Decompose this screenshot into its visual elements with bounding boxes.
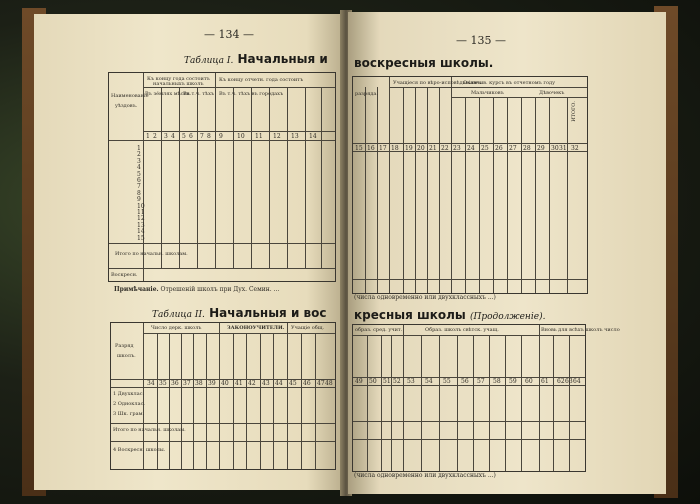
column-number: 1 <box>146 133 150 140</box>
r-group-b-header: Оканчив. курсъ въ отчетномъ году <box>463 80 556 86</box>
column-number: 57 <box>477 378 485 385</box>
column-number: 3 <box>164 133 168 140</box>
sub-header-1: Въ зе́млях мѣстн. <box>145 91 192 97</box>
column-number: 38 <box>195 380 203 387</box>
column-number: 53 <box>407 378 415 385</box>
column-number: 43 <box>262 380 270 387</box>
column-number: 47 <box>317 380 325 387</box>
table1-title <box>184 52 328 66</box>
column-number: 6 <box>189 133 193 140</box>
t2-group-a: Число дерк. школъ <box>151 325 202 331</box>
table2-title-right-text: кресныя школы <box>354 308 466 322</box>
page-number: — 134 — <box>204 28 254 41</box>
column-number: 5 <box>182 133 186 140</box>
column-number: 15 <box>355 145 363 152</box>
right-page <box>348 12 666 494</box>
col-kind-header-2: школъ. <box>117 353 136 359</box>
column-number: 55 <box>443 378 451 385</box>
page-number-right: — 135 — <box>456 34 506 47</box>
table2-title-prefix: Таблица II. <box>152 310 205 320</box>
row-number: 10 <box>137 202 145 210</box>
column-number: 24 <box>467 145 475 152</box>
t2-group-b: ЗАКОНОУЧИТЕЛИ. <box>227 325 285 331</box>
column-number: 36 <box>171 380 179 387</box>
column-number: 14 <box>309 133 317 140</box>
column-number: 2 <box>153 133 157 140</box>
col-kind-header: Разряд <box>115 343 134 349</box>
column-number: 10 <box>237 133 245 140</box>
column-number: 52 <box>393 378 401 385</box>
row-number: 3 <box>137 157 141 165</box>
table1-right <box>352 76 588 294</box>
column-number: 42 <box>248 380 256 387</box>
row-number: 8 <box>137 189 141 197</box>
table2-left <box>110 322 336 470</box>
column-number: 32 <box>571 145 579 152</box>
row-number: 1 <box>137 145 141 152</box>
column-number: 54 <box>425 378 433 385</box>
column-number: 61 <box>541 378 549 385</box>
column-number: 9 <box>219 133 223 140</box>
row-label: Итого по начальн. школам. <box>113 427 186 433</box>
column-number: 44 <box>275 380 283 387</box>
table2-right <box>352 324 620 472</box>
table2-title-text: Начальныя и вос <box>209 306 327 320</box>
r-group-a-header: Учащіеся по вѣро-исповѣданіямъ. <box>393 80 483 86</box>
column-number: 48 <box>325 380 333 387</box>
column-number: 21 <box>429 145 437 152</box>
column-number: 62 <box>557 378 565 385</box>
column-number: 34 <box>147 380 155 387</box>
col-name-header: Наименованіе <box>111 93 149 99</box>
row-number: 7 <box>137 183 141 191</box>
column-number: 20 <box>417 145 425 152</box>
column-number: 41 <box>235 380 243 387</box>
column-number: 59 <box>509 378 517 385</box>
column-number: 17 <box>379 145 387 152</box>
table2-title <box>152 306 326 320</box>
group-a-header-2: начальныхъ школъ <box>153 81 204 87</box>
column-number: 30 <box>551 145 559 152</box>
column-number: 26 <box>495 145 503 152</box>
column-number: 46 <box>303 380 311 387</box>
r2-group-a: образ. сред. учит. <box>355 327 403 333</box>
right-bottom-note: (числа одновременно или двухклассныхъ ...) <box>354 294 496 301</box>
column-number: 27 <box>509 145 517 152</box>
table1-title-right: воскресныя школы. <box>354 56 494 70</box>
column-number: 45 <box>289 380 297 387</box>
column-number: 31 <box>559 145 567 152</box>
r2-group-c: Вновь для всѣхъ школъ число <box>541 327 620 333</box>
row-label: 3 Шк. грам. <box>113 411 145 417</box>
column-number: 19 <box>405 145 413 152</box>
column-number: 16 <box>367 145 375 152</box>
col-name-header-2: уѣздовъ. <box>115 103 138 109</box>
r-sub-girls: Дѣвочекъ <box>539 90 565 96</box>
group-b-header: Къ концу отчетн. года состоитъ <box>219 77 304 83</box>
sub-header-2: Въ т.ч. тѣхъ <box>183 91 215 97</box>
table1-left <box>108 72 336 282</box>
r-sub-boys: Мальчиковъ <box>471 90 504 96</box>
column-number: 25 <box>481 145 489 152</box>
column-number: 60 <box>525 378 533 385</box>
row-label: 1 Двухклас. <box>113 391 145 397</box>
column-number: 49 <box>355 378 363 385</box>
column-number: 35 <box>159 380 167 387</box>
column-number: 18 <box>391 145 399 152</box>
row-number: 5 <box>137 170 141 178</box>
column-number: 58 <box>493 378 501 385</box>
column-number: 12 <box>273 133 281 140</box>
right-table2-bottom-note: (числа одновременно или двухклассныхъ ...) <box>354 472 496 479</box>
row-number: 11 <box>137 209 145 216</box>
column-number: 39 <box>208 380 216 387</box>
column-number: 7 <box>200 133 204 140</box>
column-number: 51 <box>383 378 391 385</box>
left-page <box>34 14 344 490</box>
sub-header-3: Въ т.ч. тѣхъ въ городахъ <box>219 91 284 97</box>
row-number: 4 <box>137 164 141 172</box>
column-number: 23 <box>453 145 461 152</box>
row-number: 12 <box>137 215 145 223</box>
column-number: 4 <box>171 133 175 140</box>
row-number: 15 <box>137 234 145 242</box>
row-label: 2 Одноклас. <box>113 401 145 407</box>
t2-group-c: Учащіе общ. <box>291 325 324 331</box>
table2-title-right-suffix: (Продолженіе). <box>469 312 546 322</box>
sunday-label: Воскресн. <box>111 272 138 278</box>
group-a-header: Къ концу года состоитъ <box>147 76 210 82</box>
column-number: 56 <box>461 378 469 385</box>
column-number: 29 <box>537 145 545 152</box>
row-number: 9 <box>137 196 141 204</box>
row-number: 2 <box>137 151 141 159</box>
column-number: 63 <box>565 378 573 385</box>
row-number: 13 <box>137 221 145 229</box>
column-number: 50 <box>369 378 377 385</box>
column-number: 8 <box>207 133 211 140</box>
column-number: 13 <box>291 133 299 140</box>
column-number: 22 <box>441 145 449 152</box>
note-label: Примѣчаніе. <box>114 286 159 293</box>
column-number: 37 <box>183 380 191 387</box>
table1-title-prefix: Таблица I. <box>184 56 234 66</box>
column-number: 11 <box>255 133 263 140</box>
r-col-a-header: разряда. <box>355 91 378 97</box>
r2-group-b: Образ. школъ свѣтск. учащ. <box>425 327 499 333</box>
total-label: Итого по начальн. школам. <box>115 251 188 257</box>
column-number: 28 <box>523 145 531 152</box>
table1-title-text: Начальныя и <box>237 52 328 66</box>
column-number: 40 <box>221 380 229 387</box>
row-number: 6 <box>137 177 141 184</box>
column-number: 64 <box>573 378 581 385</box>
note-text: Отрешеній школъ при Дух. Семин. ... <box>160 286 280 293</box>
r-total-header: ИТОГО. <box>571 101 577 122</box>
note <box>114 286 279 293</box>
row-number: 14 <box>137 228 145 236</box>
row-label: 4 Воскресн. школы. <box>113 447 166 453</box>
table2-title-right <box>354 308 545 322</box>
